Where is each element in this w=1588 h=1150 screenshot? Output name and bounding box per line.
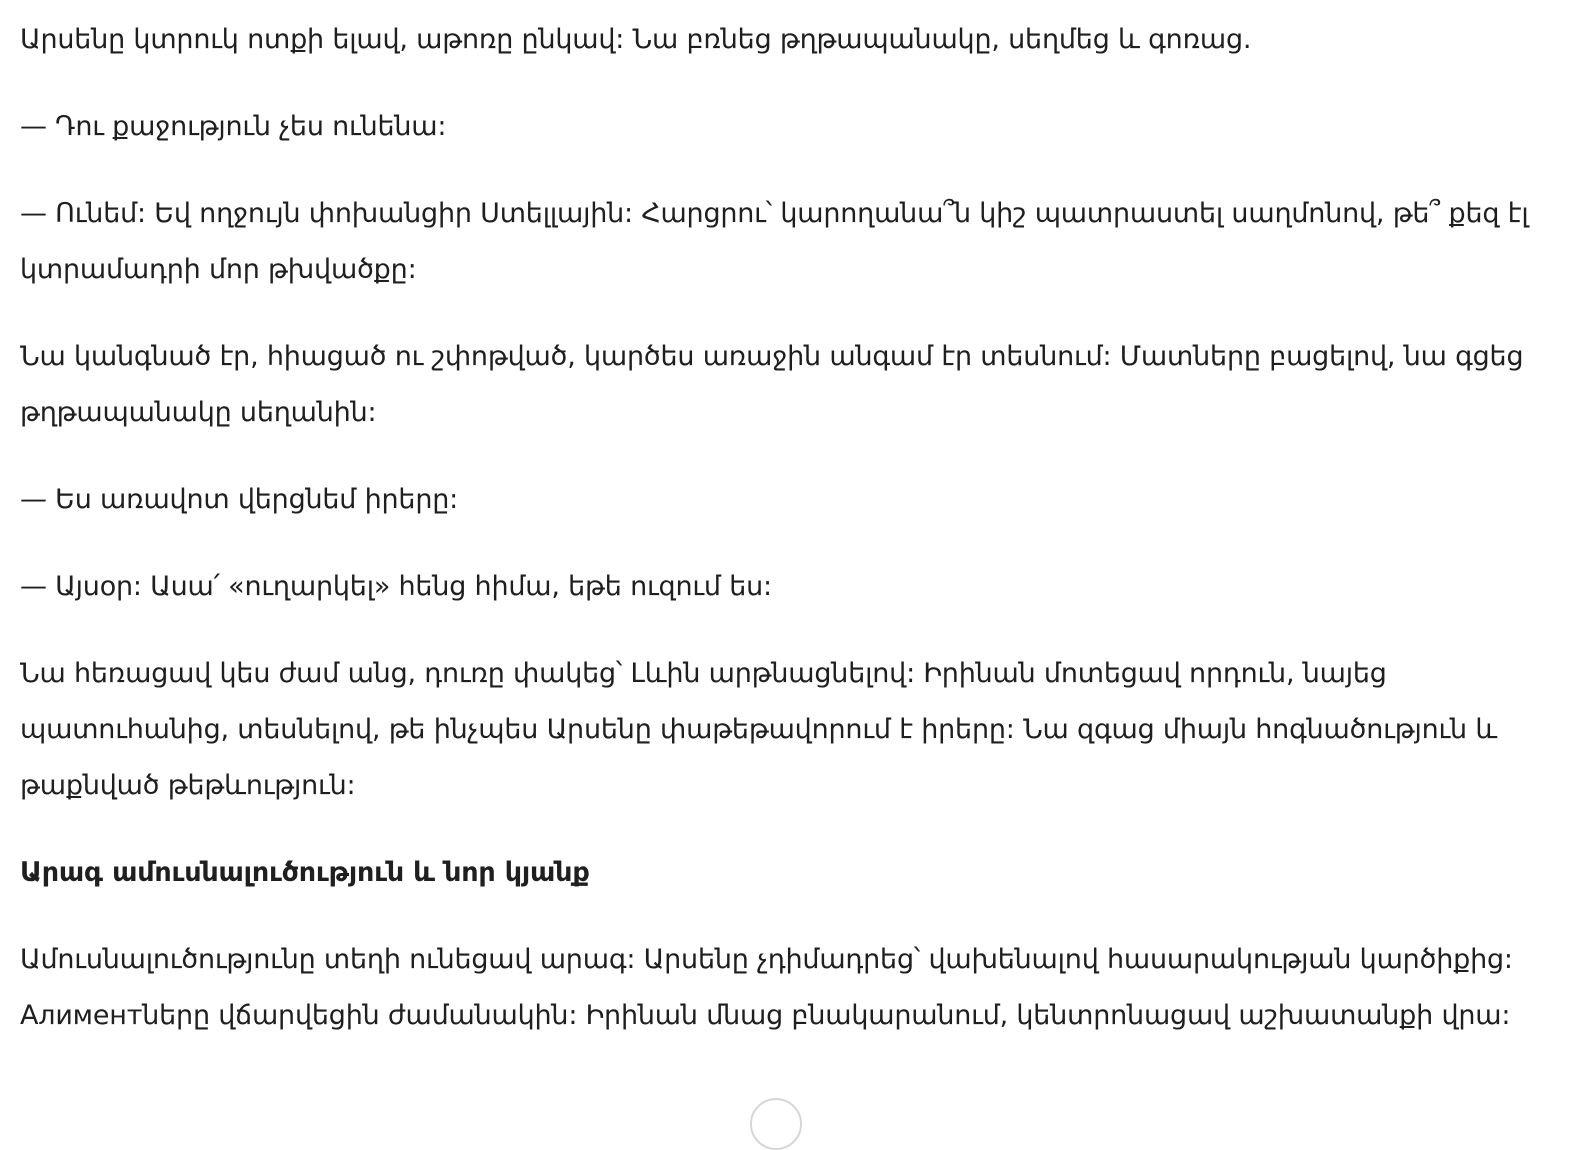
paragraph-4: Նա կանգնած էր, հիացած ու շփոթված, կարծես առաջին անգամ էր տեսնում: Մատները բացելով, նա գցեց թղթապանակը սեղանին: bbox=[20, 341, 1524, 428]
paragraph-7: Նա հեռացավ կես ժամ անց, դուռը փակեց՝ Լևին արթնացնելով: Իրինան մոտեցավ որդուն, նայեց պատուհանից, տեսնելով, թե ինչպես Արսենը փաթեթավորում է իրերը: Նա զգաց միայն հոգնածություն և թաքնված թեթևություն: bbox=[20, 658, 1498, 801]
article-body bbox=[20, 12, 1568, 1075]
paragraph-6: — Այսօր: Ասա՛ «ուղարկել» հենց հիմա, եթե ուզում ես: bbox=[20, 571, 772, 602]
paragraph-2: — Դու քաջություն չես ունենա: bbox=[20, 111, 447, 142]
scroll-down-button[interactable] bbox=[750, 1098, 802, 1150]
paragraph-3: — Ունեմ: Եվ ողջույն փոխանցիր Ստելլային: Հարցրու՝ կարողանա՞ն կիշ պատրաստել սաղմոնով, թե՞ քեզ էլ կտրամադրի մոր թխվածքը: bbox=[20, 198, 1529, 285]
paragraph-5: — Ես առավոտ վերցնեմ իրերը: bbox=[20, 484, 459, 515]
section-heading: Արագ ամուսնալուծություն և նոր կյանք bbox=[20, 857, 590, 888]
paragraph-1: Արսենը կտրուկ ոտքի ելավ, աթոռը ընկավ: Նա բռնեց թղթապանակը, սեղմեց և գոռաց. bbox=[20, 24, 1252, 55]
section-paragraph: Ամուսնալուծությունը տեղի ունեցավ արագ: Արսենը չդիմադրեց՝ վախենալով հասարակության կարծիքից: Алиментները վճարվեցին ժամանակին: Իրինան մնաց բնակարանում, կենտրոնացավ աշխատանքի վրա: bbox=[20, 944, 1513, 1031]
